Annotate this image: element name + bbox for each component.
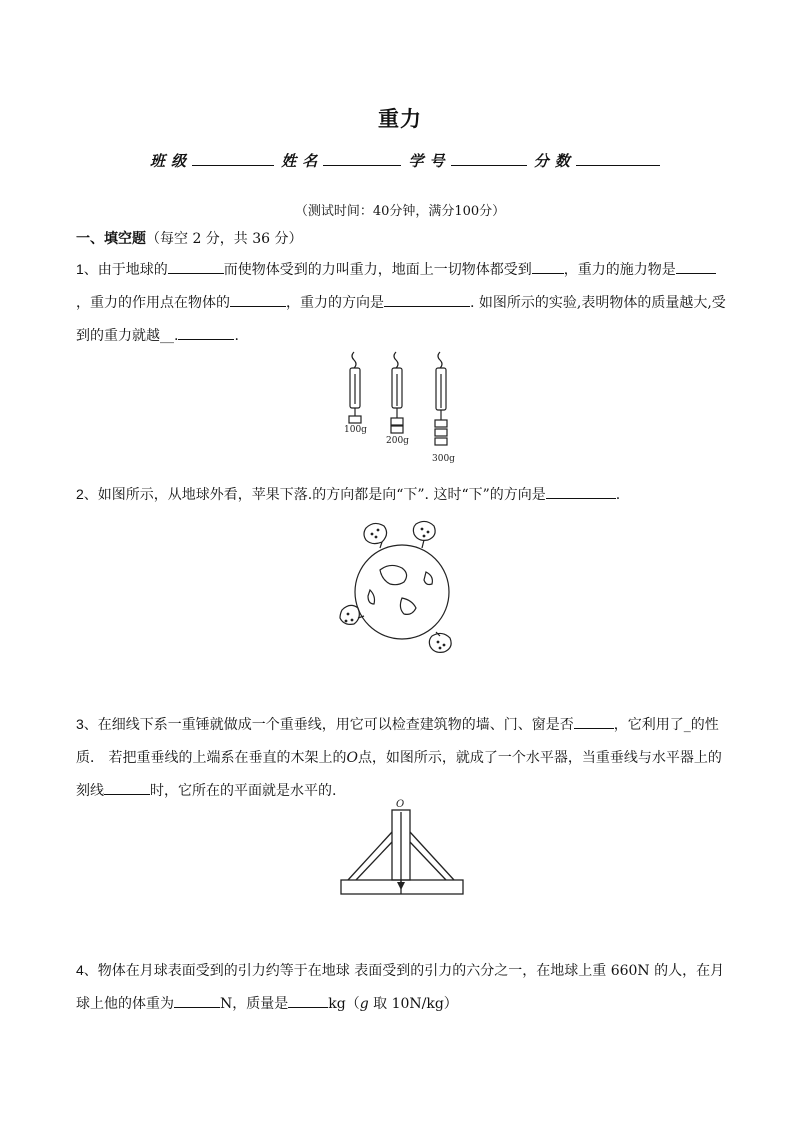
question-3: [76, 708, 728, 808]
student-info-line: [150, 150, 662, 171]
earth-apples-figure: [340, 520, 460, 660]
q1-blank-1[interactable]: [168, 259, 224, 274]
q1-text-6b: __.: [160, 328, 179, 344]
q3-text-4: 点，如图所示，就成了一个水平器，当重垂线与水平器上的刻线: [76, 750, 722, 799]
q1-text-3: ，重力的施力物是: [563, 262, 676, 278]
q4-text-4: 取 10N/kg）: [368, 996, 458, 1012]
q2-text-2: .: [615, 487, 621, 503]
q1-blank-4[interactable]: [230, 292, 286, 307]
q4-blank-1[interactable]: [174, 993, 220, 1008]
q3-text-3: 的性质． 若把重垂线的上端系在垂直的木架上的: [76, 717, 719, 766]
question-number: 2、: [76, 486, 98, 502]
question-1: [76, 253, 728, 353]
score-blank[interactable]: [576, 151, 660, 166]
id-label: 学号: [408, 152, 451, 170]
point-o-label: O: [346, 750, 358, 766]
q1-blank-6[interactable]: [178, 325, 234, 340]
id-blank[interactable]: [451, 151, 527, 166]
class-blank[interactable]: [192, 151, 274, 166]
question-4: [76, 954, 728, 1021]
q4-blank-2[interactable]: [288, 993, 328, 1008]
question-number: 3、: [76, 716, 98, 732]
q2-blank-1[interactable]: [546, 484, 616, 499]
score-label: 分数: [533, 152, 576, 170]
q1-text-7: .: [234, 328, 239, 344]
q2-text-1: 如图所示，从地球外看，苹果下落.的方向都是向“下”. 这时“下”的方向是: [97, 487, 546, 503]
question-number: 1、: [76, 261, 98, 277]
question-number: 4、: [76, 962, 98, 978]
q3-text-1: 在细线下系一重锤就做成一个重垂线，用它可以检查建筑物的墙、门、窗是否: [97, 717, 574, 733]
weight-label-2: 200g: [386, 436, 409, 446]
q1-text-4: ，重力的作用点在物体的: [76, 295, 230, 311]
weight-label-3: 300g: [432, 454, 455, 464]
q4-text-3: kg（: [328, 996, 360, 1012]
page-title: 重力: [378, 106, 422, 131]
q4-text-1: 物体在月球表面受到的引力约等于在地球 表面受到的引力的六分之一，在地球上重 660N 的人，在月球上他的体重为: [76, 963, 725, 1012]
q3-text-2b: _: [683, 717, 691, 733]
weight-label-1: 100g: [344, 425, 367, 435]
o-point-label: O: [396, 799, 405, 810]
test-time-note: （测试时间：40分钟，满分100分）: [294, 204, 506, 219]
q3-blank-2[interactable]: [104, 780, 150, 795]
name-label: 姓名: [281, 152, 324, 170]
q1-blank-3[interactable]: [676, 259, 716, 274]
q1-blank-2[interactable]: [532, 259, 564, 274]
g-symbol: g: [359, 996, 369, 1012]
section-detail: （每空 2 分，共 36 分）: [146, 231, 303, 247]
q3-text-5: 时，它所在的平面就是水平的.: [150, 783, 337, 799]
question-2: [76, 478, 728, 512]
class-label: 班级: [150, 152, 193, 170]
q1-text-1: 由于地球的: [97, 262, 168, 278]
level-instrument-figure: [340, 798, 465, 898]
q1-text-5: ，重力的方向是: [286, 295, 384, 311]
q4-text-2: N，质量是: [220, 996, 289, 1012]
q1-text-6: . 如图所示的实验,表明物体的质量越大,受到的重力就越: [76, 295, 726, 344]
section-title: 一、填空题: [76, 231, 146, 247]
spring-scale-figure: [340, 350, 460, 465]
q3-blank-1[interactable]: [574, 714, 614, 729]
name-blank[interactable]: [323, 151, 401, 166]
q1-text-2: 而使物体受到的力叫重力，地面上一切物体都受到: [223, 262, 532, 278]
q1-blank-5[interactable]: [384, 292, 470, 307]
section-heading: [76, 228, 303, 248]
q3-text-2: ，它利用了: [613, 717, 684, 733]
